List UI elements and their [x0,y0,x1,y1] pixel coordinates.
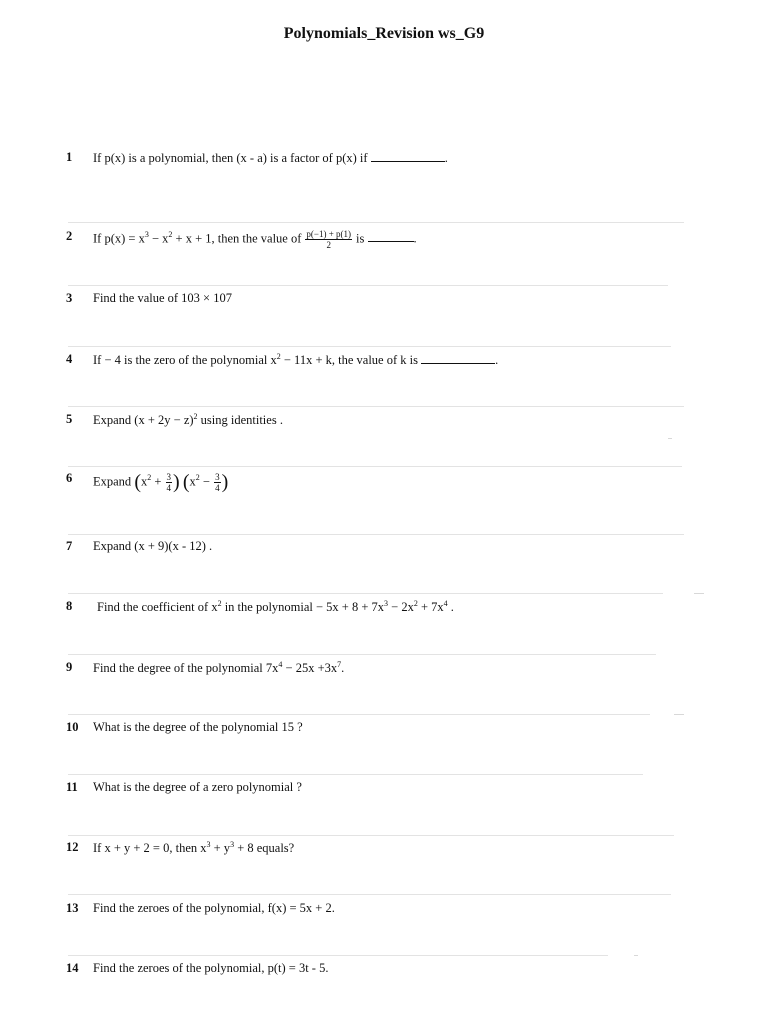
question-number: 8 [66,599,73,613]
question-text: Expand ($x^2$ + $\frac{3}{4}$ ) ($x^2$ − $\frac{3}{4}$ ) [93,471,229,493]
separator-line [68,285,668,286]
question-number: 11 [66,780,78,794]
separator-line [68,835,674,836]
question-number: 3 [66,291,73,305]
question-text: What is the degree of a zero polynomial ? [93,780,302,794]
question-text: Expand (x + 9)(x - 12) . [93,539,213,553]
stray-mark [634,955,638,956]
page-title: Polynomials_Revision ws_G9 [283,25,485,42]
answer-blank [421,352,495,364]
fraction: $\frac{3}{4}$ [215,472,220,493]
question-text: What is the degree of the polynomial 15 ? [93,720,303,734]
answer-blank [371,150,445,162]
question-number: 10 [66,720,79,734]
question-text: Find the coefficient of $x^2$ in the polynomial − $5x + 8 + 7x^3 - 2x^2 + 7x^4$ . [97,599,454,615]
question-text: Find the degree of the polynomial $7x^4 - 25x +3x^7$. [93,660,345,676]
question-text: If x + y + 2 = 0, then $x^3 + y^3 + 8$ equals? [93,840,295,856]
question-number: 1 [66,150,73,164]
separator-line [68,346,671,347]
separator-line [68,466,682,467]
fraction: $\frac{3}{4}$ [166,472,172,493]
question-text: If p(x) is a polynomial, then (x - a) is a factor of p(x) if . [93,151,448,165]
question-number: 14 [66,961,79,975]
answer-blank [368,230,414,242]
question-number: 9 [66,660,73,674]
separator-line [68,714,650,715]
question-text: If $p(x) = x^3 - x^2 + x + 1$, then the value of $\frac{p(-1) + p(1)}{2}$ is . [93,229,417,250]
separator-line [68,955,608,956]
separator-line [68,593,663,594]
separator-line [68,774,643,775]
question-text: Find the zeroes of the polynomial, f(x) = 5x + 2. [93,901,335,915]
separator-line [68,534,684,535]
question-text: If − 4 is the zero of the polynomial $x^2 - 11x + k$, the value of k is . [93,352,499,368]
stray-mark [694,593,704,594]
question-text: Find the value of 103 × 107 [93,291,232,305]
separator-line [68,222,684,223]
question-number: 13 [66,901,79,915]
fraction: $\frac{p(-1) + p(1)}{2}$ [306,229,352,250]
question-number: 6 [66,471,73,485]
separator-line [68,406,684,407]
question-number: 2 [66,229,73,243]
separator-line [68,894,671,895]
separator-line [68,654,656,655]
question-number: 5 [66,412,73,426]
question-number: 4 [66,352,73,366]
question-number: 12 [66,840,79,854]
question-text: Expand $(x + 2y - z)^2$ using identities . [93,412,283,428]
stray-mark [674,714,684,715]
stray-mark [668,438,672,439]
question-number: 7 [66,539,73,553]
question-text: Find the zeroes of the polynomial, p(t) = 3t - 5. [93,961,329,975]
